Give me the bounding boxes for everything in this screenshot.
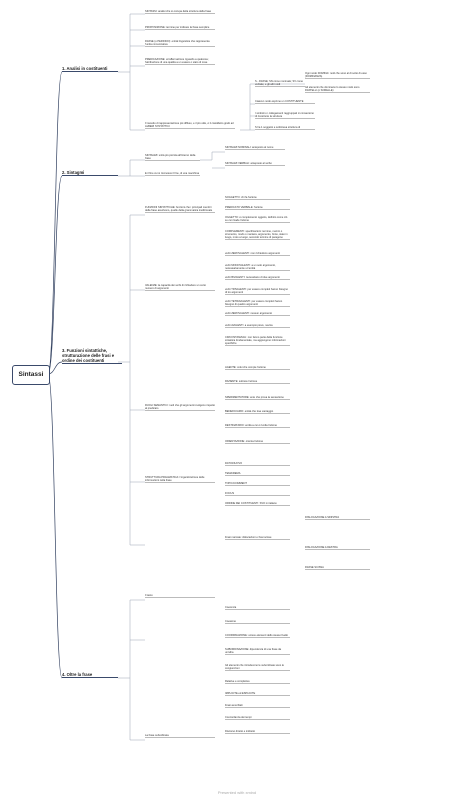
node[interactable]: SINTASSI: analisi che si occupa della struttura della frase	[145, 10, 215, 14]
node[interactable]: BENEFICIARIO: entità che trae vantaggio	[225, 410, 290, 414]
node[interactable]: Ciascun nodo esprime un COSTITUENTE	[255, 100, 315, 104]
node[interactable]: Il testo	[145, 594, 215, 598]
node[interactable]: PREDICAZIONE: un'affermazione riguardo a qualcosa; l'attribuzione di una qualità a un essere o stato di cose	[145, 58, 215, 65]
node[interactable]: Frasi marcate: dislocazioni e frasi scisse	[225, 536, 290, 540]
node[interactable]: verbi TRIVALENTI: per essere completi hanno bisogno di tre argomenti	[225, 288, 290, 295]
node[interactable]: Discorso diretto e indiretto	[225, 730, 290, 734]
node[interactable]: ORDINE DEI COSTITUENTI: SVO in italiano	[225, 502, 290, 506]
branch-funzioni[interactable]: 3. Funzioni sintattiche, strutturazione delle frasi e ordine dei costituenti	[62, 348, 122, 364]
node[interactable]: Coerenza	[225, 606, 290, 610]
node[interactable]: Il metodo di rappresentazione più diffuso, e il più utile, è il cosiddetto grafo ad ALBERI SYNTATTICI	[145, 122, 234, 129]
node[interactable]: SOGGETTO: chi fa l'azione	[225, 196, 290, 200]
root-node[interactable]: Sintassi	[12, 365, 50, 385]
node[interactable]: VALENZE: la capacità dei verbi di richiedere un certo numero di argomenti	[145, 284, 215, 291]
branch-analisi[interactable]: 1. Analisi in costituenti	[62, 66, 118, 72]
node[interactable]: DESTINATARIO: entità a cui è rivolta l'azione	[225, 424, 290, 428]
node[interactable]: DISLOCAZIONE A DESTRA	[305, 546, 370, 550]
node[interactable]: RUOLI SEMANTICI: ruoli che gli argomenti svolgono rispetto al predicato	[145, 404, 215, 411]
node[interactable]: SINTAGMI: unità più piccola all'interno della frase	[145, 154, 200, 161]
node[interactable]: Gli elementi che dominano lo stesso nodo sono FRATELLI (o SORELLE)	[305, 86, 370, 93]
node[interactable]: FUNZIONI SINTATTICHE: funzioni che i principali membri della frase assolvono, quelle della grammatica tradizionale	[145, 206, 215, 213]
node[interactable]: verbi ZEROVALENTI: nessun argomento	[225, 312, 290, 316]
node[interactable]: DATO/NUOVO	[225, 462, 290, 466]
node[interactable]: Ogni nodo DOMINA i nodi che sono al di sotto di esso (DOMINANZA)	[305, 72, 370, 79]
node[interactable]: Gli elementi che introducono le subordinate sono le congiunzioni	[225, 664, 290, 671]
node[interactable]: STRUTTURA PRAGMATICA: l'organizzazione delle informazioni nella frase	[145, 476, 215, 483]
node[interactable]: FRASE SCISSA	[305, 566, 370, 570]
node[interactable]: I simboli o i collegamenti raggruppati ci consentono di ricostruire la struttura	[255, 112, 314, 119]
node[interactable]: Coesione	[225, 620, 290, 624]
node[interactable]: ORIENTAZIONE: orienta l'azione	[225, 440, 290, 444]
node[interactable]: FRASE (o PERIODO): entità linguistica che rappresenta l'unità comunicativa	[145, 40, 215, 47]
node[interactable]: COORDINAZIONE: unisce elementi dello stesso livello	[225, 634, 288, 637]
node[interactable]: DISLOCAZIONE A SINISTRA	[305, 516, 370, 520]
node[interactable]: PAZIENTE: subisce l'azione	[225, 380, 290, 384]
node[interactable]: AGENTE: colui che compie l'azione	[225, 366, 290, 370]
branch-oltre[interactable]: 4. Oltre la frase	[62, 672, 118, 678]
node[interactable]: PROPOSIZIONE: termine per indicare la frase semplice	[145, 26, 215, 30]
node[interactable]: S ha 1 soggetto e sottintesa struttura di	[255, 126, 315, 130]
node[interactable]: verbi AVALENTI: a esempio piove, nevica	[225, 324, 290, 328]
node[interactable]: verbi ZEROVALENTI: non richiedono argomenti	[225, 252, 290, 256]
node[interactable]: SINTAGMI NOMINALI: anteposto al nome	[225, 146, 285, 150]
node[interactable]: Concordanza dei tempi	[225, 716, 290, 720]
node[interactable]: CIRCOSTANZIALI: non fanno parte della funzione sintattica fondamentale, ma aggiungono informazioni specifiche	[225, 336, 290, 346]
node[interactable]: verbi MONOVALENTI: a un solo argomento, necessariamente un'entità	[225, 264, 290, 271]
node[interactable]: Frasi avverbiali	[225, 704, 290, 708]
node[interactable]: È il fine cui si riconosce il fine, di una macchina	[145, 172, 200, 175]
node[interactable]: verbi BIVALENTI: necessitano di due argomenti	[225, 276, 290, 280]
node[interactable]: verbi TETRAVALENTI: per essere completi hanno bisogno di quattro argomenti	[225, 300, 290, 307]
node[interactable]: IMPLICITE ed ESPLICITE	[225, 692, 290, 696]
node[interactable]: La frase subordinata	[145, 734, 215, 738]
node[interactable]: SUBORDINAZIONE: dipendenza di una frase da un'altra	[225, 648, 290, 655]
node[interactable]: TEMA/REMA	[225, 472, 290, 476]
node[interactable]: SPERIMENTATORE: ente che prova la sensazione	[225, 396, 290, 400]
node[interactable]: PREDICATO VERBALE: l'azione	[225, 206, 290, 210]
branch-sintagmi[interactable]: 2. Sintagmi	[62, 170, 118, 176]
node[interactable]: TOPIC/COMMENT	[225, 482, 290, 486]
node[interactable]: FOCUS	[225, 492, 290, 496]
node[interactable]: OGGETTO: è complemento oggetto, definito come ciò su cui ricade l'azione	[225, 216, 290, 223]
footer-credit: Presented with xmind	[217, 790, 257, 795]
node[interactable]: Relative e completive	[225, 680, 290, 684]
node[interactable]: COMPLEMENTI: specificazioni: termine, mezzo o strumento, modo o maniera, argomento, fonte, stato in luogo, moto a luogo, secondo termine di paragone	[225, 230, 290, 240]
node[interactable]: SINTAGMI VERBALI: anteposto al verbo	[225, 162, 285, 166]
node[interactable]: S - FRASE; SN come nominale; SV come verbale; e gli altri nodi	[255, 80, 304, 87]
